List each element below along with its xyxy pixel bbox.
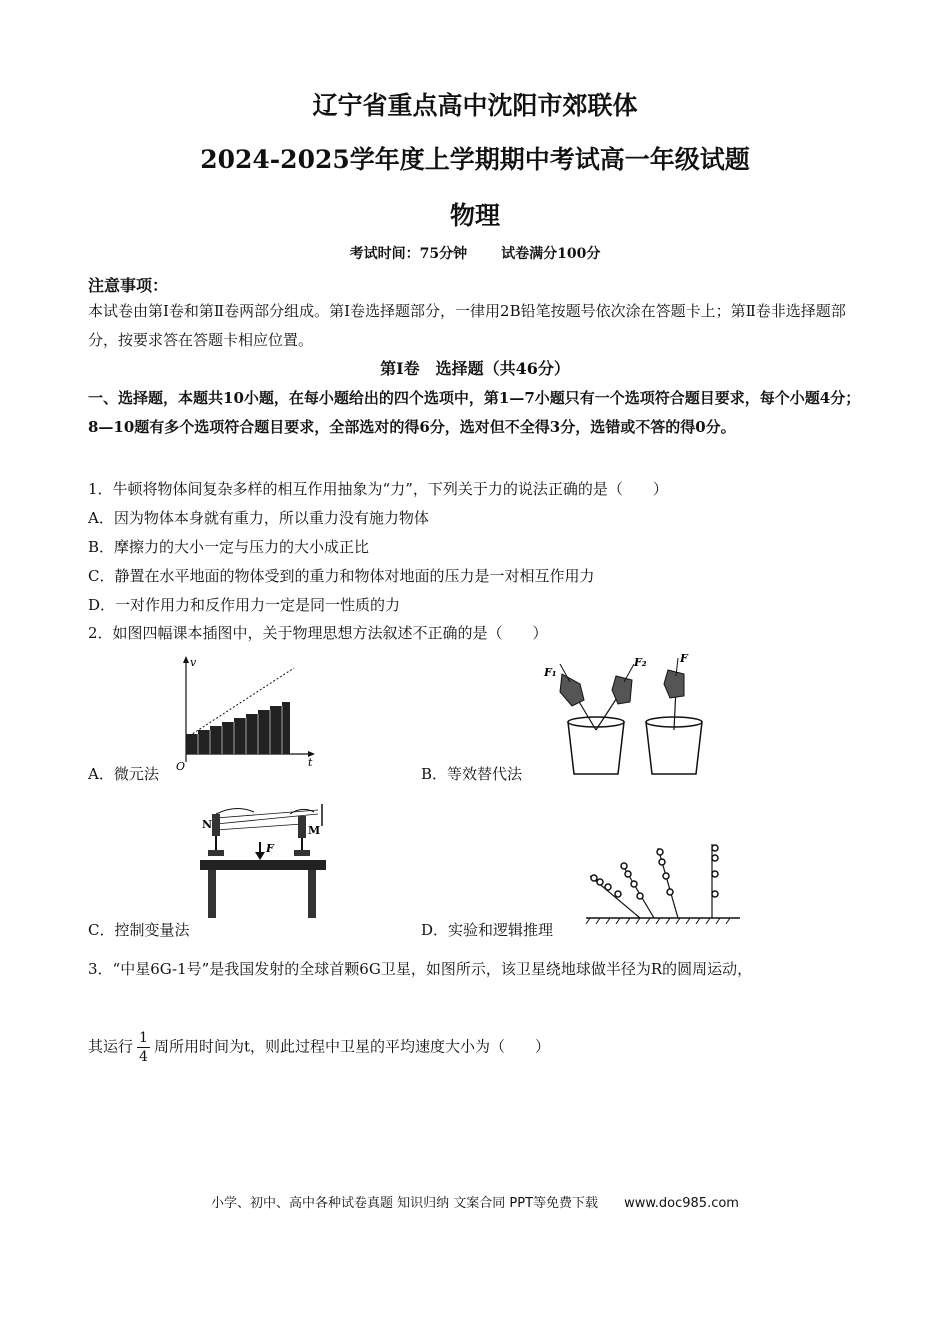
force-f-label: F (680, 652, 688, 665)
section-title: 第Ⅰ卷 选择题（共46分） (380, 359, 570, 378)
question-2-option-c: C．控制变量法 (88, 921, 190, 939)
figure-control-variable (196, 800, 331, 922)
force-label: F (266, 842, 274, 855)
question-1-option-b: B．摩擦力的大小一定与压力的大小成正比 (88, 538, 370, 556)
exam-time: 考试时间：75分钟 (349, 246, 468, 262)
question-3-suffix: 周所用时间为t，则此过程中卫星的平均速度大小为（ ） (153, 1037, 550, 1056)
fraction-denominator: 4 (139, 1049, 148, 1065)
question-3-stem: 3．“中星6G-1号”是我国发射的全球首颗6G卫星，如图所示，该卫星绕地球做半径为R的圆周运动， (88, 960, 753, 978)
force-f2-label: F₂ (634, 656, 647, 669)
mirror-m-label: M (308, 824, 321, 837)
full-score: 试卷满分100分 (501, 246, 601, 262)
question-3-prefix: 其运行 (88, 1037, 134, 1056)
question-1-option-c: C．静置在水平地面的物体受到的重力和物体对地面的压力是一对相互作用力 (88, 567, 595, 585)
exam-title-line2: 2024-2025学年度上学期期中考试高一年级试题 (200, 145, 750, 174)
axis-v-label: v (190, 656, 197, 669)
figure-equivalent-substitution (530, 652, 715, 777)
fraction-numerator: 1 (139, 1030, 148, 1046)
section-instructions: 一、选择题，本题共10小题，在每小题给出的四个选项中，第1—7小题只有一个选项符合题目要求，每个小题4分；8—10题有多个选项符合题目要求，全部选对的得6分，选对但不全得3分，选错或不答的得0分。 (88, 389, 861, 436)
question-2-stem: 2．如图四幅课本插图中，关于物理思想方法叙述不正确的是（ ） (88, 624, 548, 642)
question-3-stem-continued (88, 1029, 550, 1066)
subject-title: 物理 (449, 201, 500, 230)
notice-text: 本试卷由第Ⅰ卷和第Ⅱ卷两部分组成。第Ⅰ卷选择题部分，一律用2B铅笔按题号依次涂在答题卡上；第Ⅱ卷非选择题部分，按要求答在答题卡相应位置。 (88, 302, 846, 349)
mirror-n-label: N (202, 818, 213, 831)
footer-text: 小学、初中、高中各种试卷真题 知识归纳 文案合同 PPT等免费下载 (211, 1196, 599, 1211)
question-1-stem: 1．牛顿将物体间复杂多样的相互作用抽象为“力”，下列关于力的说法正确的是（ ） (88, 480, 668, 498)
fraction-one-quarter (137, 1029, 150, 1066)
notice-heading: 注意事项： (88, 276, 169, 295)
figure-experiment-logic (582, 840, 744, 924)
axis-t-label: t (308, 756, 313, 769)
question-2-option-b: B．等效替代法 (421, 765, 523, 783)
question-2-option-a: A．微元法 (88, 765, 159, 783)
origin-label: O (176, 760, 186, 772)
question-2-option-d: D．实验和逻辑推理 (421, 921, 554, 939)
figure-microelement (172, 654, 322, 772)
question-1-option-d: D．一对作用力和反作用力一定是同一性质的力 (88, 596, 401, 614)
footer-url: www.doc985.com (624, 1196, 739, 1211)
force-f1-label: F₁ (544, 666, 557, 679)
exam-meta (0, 243, 950, 263)
page-footer (0, 1192, 950, 1211)
exam-title-line1: 辽宁省重点高中沈阳市郊联体 (312, 91, 638, 120)
question-1-option-a: A．因为物体本身就有重力，所以重力没有施力物体 (88, 509, 429, 527)
